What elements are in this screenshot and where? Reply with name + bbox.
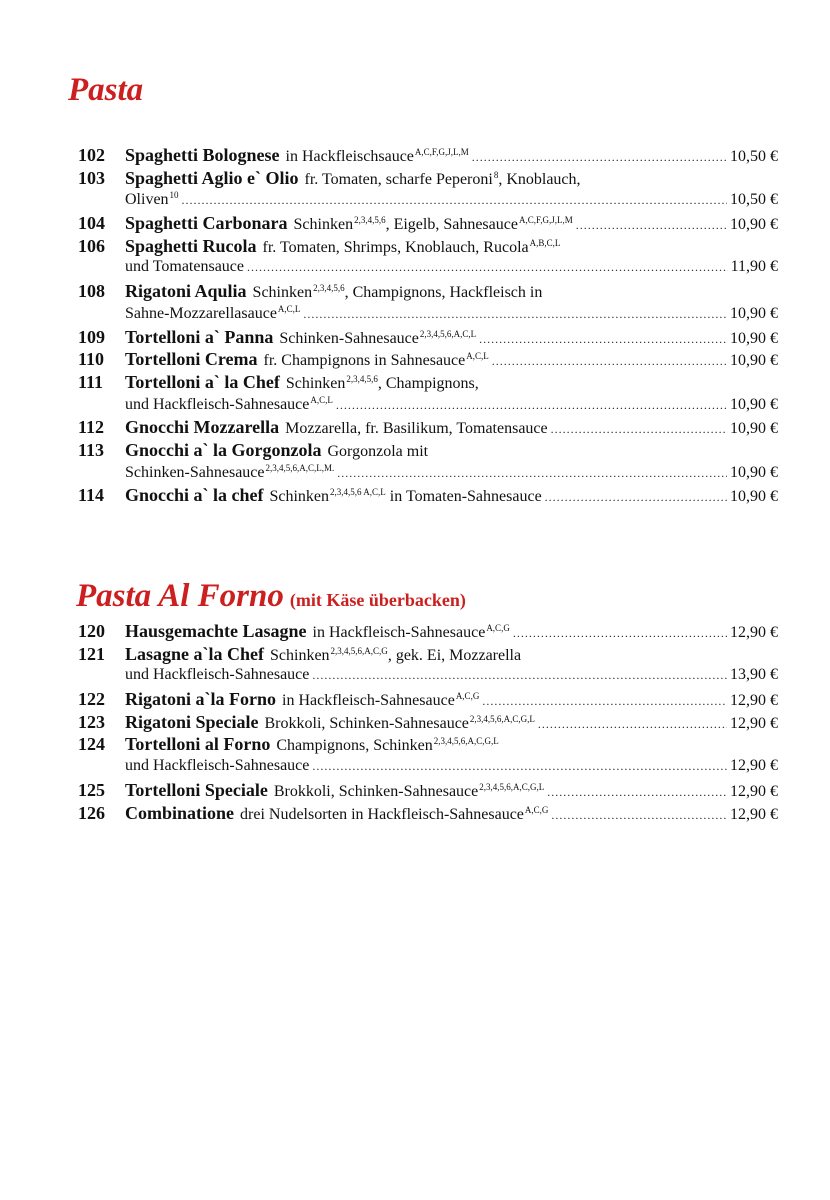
- item-price: 10,90 €: [730, 216, 778, 234]
- item-number: 104: [78, 213, 105, 234]
- dot-leader: [337, 466, 727, 481]
- item-description-text: und Hackfleisch-Sahnesauce: [125, 757, 310, 775]
- section-title-pasta: [68, 72, 143, 109]
- item-description-text: , Champignons,: [377, 374, 479, 392]
- item-description: [125, 463, 334, 482]
- allergen-codes: 2,3,4,5,6,A,C,G,L: [469, 713, 535, 724]
- menu-item-line: [78, 666, 778, 689]
- item-price: 10,90 €: [730, 352, 778, 370]
- allergen-codes: 2,3,4,5,6: [313, 283, 345, 294]
- menu-item: [78, 621, 778, 644]
- item-description: [313, 623, 510, 642]
- item-description: [285, 420, 548, 438]
- item-number: 124: [78, 734, 105, 755]
- allergen-codes: 10: [169, 190, 179, 201]
- item-name: Combinatione: [125, 802, 235, 823]
- menu-item-line: [78, 621, 778, 644]
- item-description-text: in Hackfleischsauce: [285, 148, 414, 165]
- item-description: [276, 736, 498, 755]
- item-price: 10,50 €: [730, 191, 778, 209]
- menu-item-line: [78, 281, 778, 304]
- menu-item: [78, 485, 778, 508]
- menu-item-line: [78, 485, 778, 508]
- allergen-codes: 2,3,4,5,6,A,C,L: [419, 328, 477, 339]
- item-description-text: Schinken: [270, 646, 330, 664]
- allergen-codes: A,C,L: [466, 351, 489, 362]
- dot-leader: [513, 626, 727, 641]
- menu-item: [78, 734, 778, 779]
- menu-item-line: [78, 803, 778, 826]
- menu-section-pasta-al-forno: [78, 621, 778, 825]
- item-number: 125: [78, 779, 105, 800]
- menu-item-line: [78, 190, 778, 213]
- item-description-text: , Champignons, Hackfleisch in: [344, 284, 543, 302]
- allergen-codes: 2,3,4,5,6: [354, 215, 386, 226]
- allergen-codes: A,C,G: [524, 804, 549, 815]
- item-name: Spaghetti Carbonara: [125, 213, 288, 234]
- item-price: 12,90 €: [730, 714, 778, 732]
- item-description: [125, 395, 333, 414]
- menu-item: [78, 780, 778, 803]
- section-title-text: Pasta Al Forno: [76, 578, 284, 614]
- item-description: [270, 646, 521, 665]
- menu-item: [78, 440, 778, 485]
- item-description: [125, 304, 300, 323]
- item-description: [125, 757, 309, 775]
- menu-item: [78, 689, 778, 712]
- allergen-codes: 2,3,4,5,6,A,C,G,L: [433, 736, 499, 747]
- item-price: 10,90 €: [730, 329, 778, 347]
- item-number: 112: [78, 417, 105, 438]
- allergen-codes: 2,3,4,5,6 A,C,L: [330, 487, 386, 498]
- item-description: [269, 487, 541, 506]
- allergen-codes: 2,3,4,5,6,A,C,G,L: [479, 781, 545, 792]
- dot-leader: [551, 808, 727, 823]
- menu-item-line: [78, 463, 778, 486]
- item-price: 10,90 €: [730, 420, 778, 438]
- item-number: 106: [78, 235, 105, 256]
- dot-leader: [576, 218, 727, 233]
- item-description-text: und Hackfleisch-Sahnesauce: [125, 666, 310, 684]
- menu-item-line: [78, 644, 778, 667]
- item-number: 122: [78, 689, 105, 710]
- allergen-codes: A,C,F,G,J,L,M: [518, 215, 573, 226]
- menu-item-line: [78, 168, 778, 191]
- item-description-text: Mozzarella, fr. Basilikum, Tomatensauce: [285, 420, 548, 438]
- item-price: 10,90 €: [730, 304, 778, 322]
- menu-item-line: [78, 712, 778, 735]
- menu-item: [78, 417, 778, 440]
- menu-item-line: [78, 236, 778, 259]
- item-description-text: Oliven: [125, 191, 169, 209]
- item-description-text: , gek. Ei, Mozzarella: [387, 646, 522, 664]
- menu-item-line: [78, 304, 778, 327]
- item-price: 12,90 €: [730, 805, 778, 823]
- item-description-text: und Tomatensauce: [125, 258, 244, 276]
- item-description-text: Schinken-Sahnesauce: [125, 463, 265, 481]
- item-description-text: , Knoblauch,: [498, 170, 581, 188]
- item-description-text: in Hackfleisch-Sahnesauce: [282, 692, 455, 710]
- allergen-codes: A,C,F,G,J,L,M: [414, 147, 469, 157]
- item-name: Gnocchi a` la chef: [125, 485, 264, 506]
- item-name: Tortelloni a` la Chef: [125, 371, 280, 392]
- menu-item: [78, 803, 778, 826]
- item-number: 121: [78, 643, 105, 664]
- item-description: [274, 782, 544, 801]
- item-price: 10,50 €: [730, 148, 778, 165]
- item-name: Tortelloni Crema: [125, 349, 258, 370]
- dot-leader: [479, 332, 727, 347]
- item-description-text: fr. Champignons in Sahnesauce: [263, 352, 466, 370]
- item-name: Tortelloni a` Panna: [125, 326, 274, 347]
- item-price: 10,90 €: [730, 395, 778, 413]
- item-number: 110: [78, 349, 105, 370]
- dot-leader: [182, 193, 727, 208]
- item-description: [125, 190, 179, 209]
- item-description-text: Schinken: [269, 488, 330, 506]
- menu-item: [78, 712, 778, 735]
- dot-leader: [482, 694, 727, 709]
- item-description-text: fr. Tomaten, scharfe Peperoni: [304, 170, 493, 188]
- item-number: 120: [78, 621, 105, 641]
- item-description-text: in Hackfleisch-Sahnesauce: [312, 624, 486, 641]
- menu-item: [78, 372, 778, 417]
- item-description-text: drei Nudelsorten in Hackfleisch-Sahnesauce: [240, 805, 524, 823]
- section-subtitle: (mit Käse überbacken): [289, 590, 466, 610]
- menu-item: [78, 644, 778, 689]
- item-name: Tortelloni al Forno: [125, 734, 271, 755]
- menu-item-line: [78, 372, 778, 395]
- item-description: [305, 170, 581, 189]
- item-description: [279, 329, 476, 348]
- item-name: Rigatoni a`la Forno: [125, 689, 276, 710]
- item-description: [125, 258, 244, 276]
- item-description-text: Champignons, Schinken: [276, 737, 433, 755]
- dot-leader: [247, 260, 728, 275]
- item-number: 114: [78, 485, 105, 506]
- item-number: 108: [78, 281, 105, 302]
- menu-item: [78, 145, 778, 168]
- item-name: Hausgemachte Lasagne: [125, 621, 307, 641]
- dot-leader: [547, 785, 727, 800]
- dot-leader: [336, 398, 727, 413]
- menu-item-line: [78, 734, 778, 757]
- menu-item: [78, 213, 778, 236]
- item-description: [294, 215, 573, 234]
- item-description: [328, 443, 429, 461]
- item-description-text: Brokkoli, Schinken-Sahnesauce: [264, 714, 469, 732]
- dot-leader: [312, 668, 727, 683]
- menu-item: [78, 168, 778, 213]
- allergen-codes: A,C,G: [455, 691, 480, 702]
- menu-item-line: [78, 417, 778, 440]
- menu-item-line: [78, 349, 778, 372]
- item-description: [265, 714, 535, 733]
- menu-item-line: [78, 440, 778, 463]
- section-title-text: Pasta: [68, 72, 144, 108]
- menu-item-line: [78, 780, 778, 803]
- item-number: 126: [78, 802, 105, 823]
- item-description: [263, 238, 561, 257]
- item-price: 12,90 €: [730, 757, 778, 775]
- menu-item: [78, 281, 778, 326]
- item-description-text: fr. Tomaten, Shrimps, Knoblauch, Rucola: [262, 238, 529, 256]
- item-description: [264, 351, 489, 370]
- dot-leader: [472, 150, 727, 165]
- item-description-text: , Eigelb, Sahnesauce: [385, 216, 518, 234]
- dot-leader: [492, 354, 727, 369]
- item-description: [286, 147, 469, 166]
- dot-leader: [551, 422, 727, 437]
- dot-leader: [538, 717, 727, 732]
- item-description-text: in Tomaten-Sahnesauce: [385, 488, 542, 506]
- item-name: Gnocchi Mozzarella: [125, 417, 280, 438]
- item-description-text: Schinken: [293, 216, 354, 234]
- item-price: 12,90 €: [730, 782, 778, 800]
- menu-section-pasta: [78, 145, 778, 508]
- item-number: 123: [78, 711, 105, 732]
- menu-item: [78, 236, 778, 281]
- item-name: Spaghetti Aglio e` Olio: [125, 167, 299, 188]
- item-number: 102: [78, 145, 105, 165]
- item-name: Lasagne a`la Chef: [125, 643, 264, 664]
- allergen-codes: A,C,L: [277, 303, 301, 314]
- allergen-codes: 2,3,4,5,6: [346, 373, 378, 384]
- allergen-codes: A,C,L: [310, 394, 333, 405]
- allergen-codes: 8: [493, 169, 499, 180]
- item-description: [286, 374, 479, 393]
- menu-item: [78, 349, 778, 372]
- allergen-codes: A,B,C,L: [529, 237, 561, 248]
- menu-item-line: [78, 145, 778, 168]
- dot-leader: [303, 307, 727, 322]
- item-price: 10,90 €: [730, 463, 778, 481]
- item-name: Tortelloni Speciale: [125, 779, 268, 800]
- item-name: Spaghetti Rucola: [125, 235, 257, 256]
- item-name: Rigatoni Speciale: [125, 711, 259, 732]
- item-description: [125, 666, 309, 684]
- item-description-text: Schinken: [252, 284, 313, 302]
- item-price: 13,90 €: [730, 666, 778, 684]
- item-description: [282, 691, 479, 710]
- item-name: Rigatoni Aqulia: [125, 281, 247, 302]
- menu-item-line: [78, 327, 778, 350]
- item-description-text: Gorgonzola mit: [327, 442, 429, 460]
- item-price: 10,90 €: [730, 488, 778, 506]
- item-description-text: Schinken-Sahnesauce: [279, 329, 419, 347]
- item-price: 11,90 €: [730, 258, 778, 276]
- item-name: Spaghetti Bolognese: [125, 145, 280, 165]
- item-description-text: Brokkoli, Schinken-Sahnesauce: [273, 782, 479, 800]
- item-number: 113: [78, 439, 105, 460]
- menu-item-line: [78, 689, 778, 712]
- menu-item-line: [78, 757, 778, 780]
- section-title-pasta-al-forno: [76, 578, 466, 615]
- menu-item-line: [78, 213, 778, 236]
- item-description-text: Sahne-Mozzarellasauce: [125, 304, 277, 322]
- item-number: 109: [78, 326, 105, 347]
- item-price: 12,90 €: [730, 692, 778, 710]
- dot-leader: [545, 490, 727, 505]
- item-number: 111: [78, 371, 104, 392]
- item-number: 103: [78, 167, 105, 188]
- allergen-codes: 2,3,4,5,6,A,C,G: [330, 645, 388, 656]
- item-description-text: und Hackfleisch-Sahnesauce: [125, 395, 310, 413]
- item-description: [253, 283, 543, 302]
- dot-leader: [312, 759, 727, 774]
- menu-item: [78, 327, 778, 350]
- item-price: 12,90 €: [730, 624, 778, 641]
- item-name: Gnocchi a` la Gorgonzola: [125, 439, 322, 460]
- item-description: [240, 805, 548, 824]
- menu-item-line: [78, 395, 778, 418]
- item-description-text: Schinken: [285, 374, 346, 392]
- menu-item-line: [78, 258, 778, 281]
- allergen-codes: 2,3,4,5,6,A,C,L,M.: [265, 462, 335, 473]
- allergen-codes: A,C,G: [486, 623, 510, 633]
